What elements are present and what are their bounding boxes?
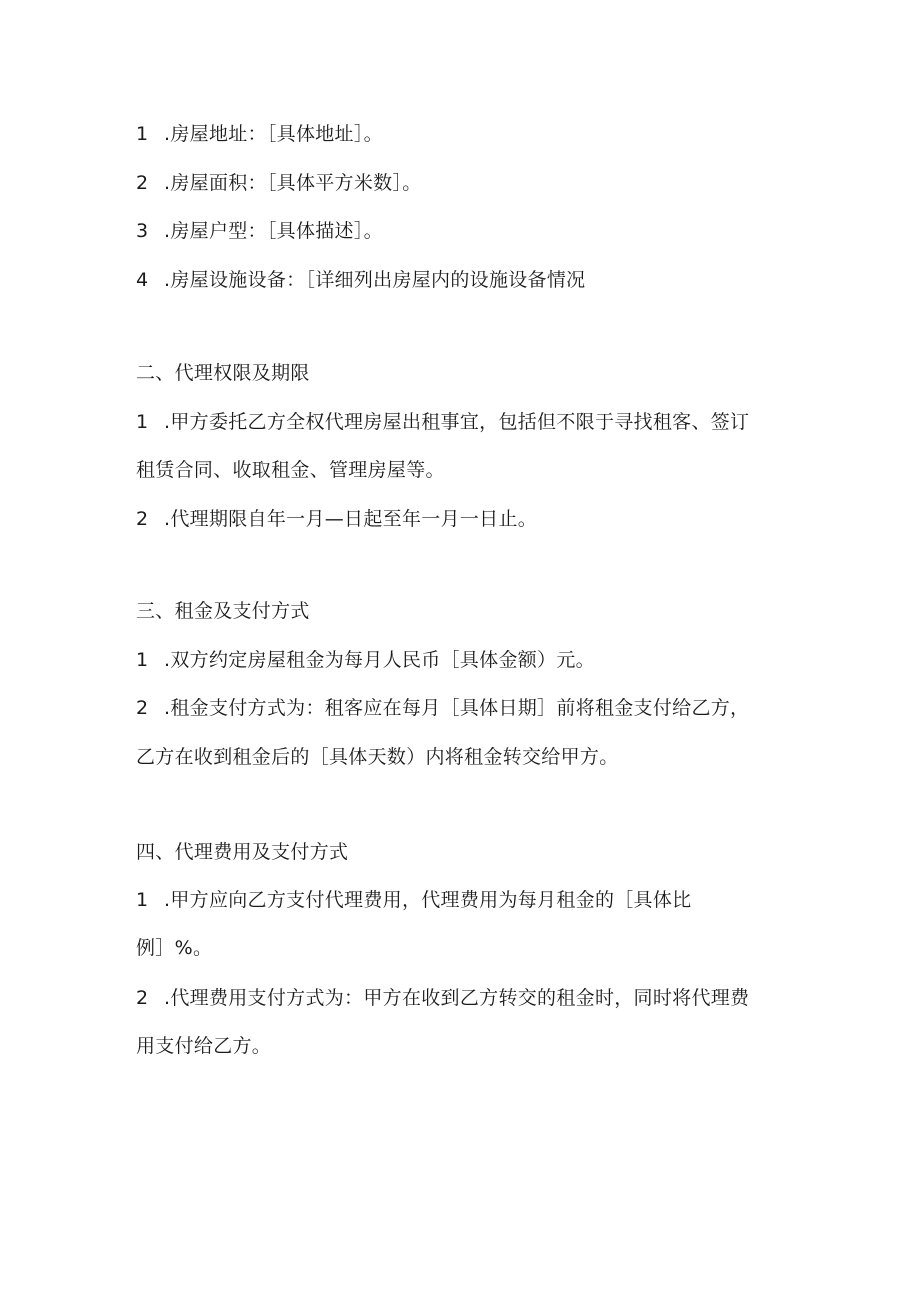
item-text: .房屋设施设备：［详细列出房屋内的设施设备情况	[164, 269, 586, 291]
item-text: .双方约定房屋租金为每月人民币［具体金额）元。	[164, 649, 595, 671]
list-item-fee-amount-continued: 例］%。	[136, 937, 213, 959]
item-number: 3	[136, 220, 149, 242]
list-item-house-facilities	[136, 268, 796, 292]
item-text: .租金支付方式为：租客应在每月［具体日期］前将租金支付给乙方，	[164, 697, 750, 719]
item-text: .代理费用支付方式为：甲方在收到乙方转交的租金时，同时将代理费	[164, 987, 750, 1009]
item-text: .房屋地址：［具体地址］。	[164, 123, 383, 145]
item-text: .代理期限自年一月—日起至年一月一日止。	[164, 508, 538, 530]
item-number: 4	[136, 269, 149, 291]
list-item-fee-amount	[136, 888, 796, 912]
item-number: 2	[136, 508, 149, 530]
item-number: 1	[136, 411, 149, 433]
list-item-house-address	[136, 122, 796, 146]
item-number: 2	[136, 987, 149, 1009]
list-item-authority	[136, 410, 796, 434]
list-item-house-area	[136, 171, 796, 195]
item-text: .甲方应向乙方支付代理费用，代理费用为每月租金的［具体比	[164, 889, 692, 911]
list-item-fee-method-continued: 用支付给乙方。	[136, 1035, 272, 1057]
item-text: .房屋户型：［具体描述］。	[164, 220, 383, 242]
section-heading-agency-fee: 四、代理费用及支付方式	[136, 841, 349, 863]
item-number: 1	[136, 649, 149, 671]
list-item-authority-continued: 租赁合同、收取租金、管理房屋等。	[136, 459, 445, 481]
list-item-rent-method	[136, 696, 796, 720]
list-item-term	[136, 507, 796, 531]
list-item-house-layout	[136, 219, 796, 243]
list-item-fee-method	[136, 986, 796, 1010]
section-heading-authority-term: 二、代理权限及期限	[136, 362, 310, 384]
item-number: 1	[136, 123, 149, 145]
item-number: 1	[136, 889, 149, 911]
list-item-rent-method-continued: 乙方在收到租金后的［具体天数）内将租金转交给甲方。	[136, 746, 619, 768]
list-item-rent-amount	[136, 648, 796, 672]
section-heading-rent-payment: 三、租金及支付方式	[136, 600, 310, 622]
item-text: .房屋面积：［具体平方米数］。	[164, 172, 422, 194]
item-text: .甲方委托乙方全权代理房屋出租事宜，包括但不限于寻找租客、签订	[164, 411, 750, 433]
item-number: 2	[136, 697, 149, 719]
item-number: 2	[136, 172, 149, 194]
